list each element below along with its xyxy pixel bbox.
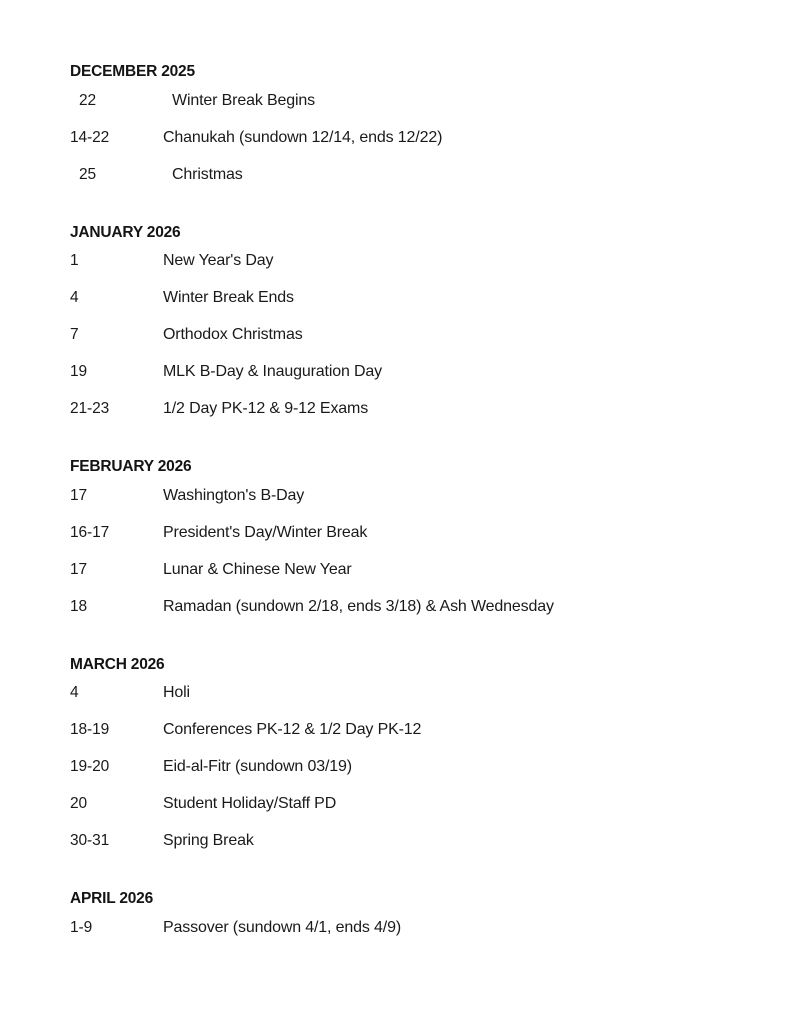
event-row <box>70 599 731 636</box>
event-label: New Year's Day <box>163 252 274 269</box>
event-date: 18 <box>70 597 88 615</box>
event-date: 20 <box>70 795 88 812</box>
event-row <box>70 685 731 722</box>
event-label: Eid-al-Fitr (sundown 03/19) <box>163 758 352 775</box>
event-date: 19 <box>70 363 88 380</box>
month-heading: DECEMBER 2025 <box>70 63 195 80</box>
month-heading: APRIL 2026 <box>70 890 154 907</box>
event-row <box>70 167 731 204</box>
event-label: Lunar & Chinese New Year <box>163 560 352 578</box>
event-date: 18-19 <box>70 721 110 738</box>
event-label: Holi <box>163 684 190 701</box>
event-row <box>70 488 731 525</box>
event-label: 1/2 Day PK-12 & 9-12 Exams <box>163 400 369 417</box>
event-date: 1-9 <box>70 918 93 936</box>
event-date: 4 <box>70 289 79 306</box>
event-label: Winter Break Begins <box>172 91 315 109</box>
event-label: Chanukah (sundown 12/14, ends 12/22) <box>163 128 443 146</box>
event-label: MLK B-Day & Inauguration Day <box>163 363 383 380</box>
event-date: 1 <box>70 252 79 269</box>
event-date: 25 <box>79 165 97 183</box>
month-block <box>70 64 731 204</box>
event-row <box>70 327 731 364</box>
event-label: Passover (sundown 4/1, ends 4/9) <box>163 918 402 936</box>
event-date: 17 <box>70 560 88 578</box>
event-label: Spring Break <box>163 832 254 849</box>
event-date: 14-22 <box>70 128 110 146</box>
event-row <box>70 93 731 130</box>
event-row <box>70 833 731 870</box>
month-block <box>70 438 731 636</box>
event-date: 19-20 <box>70 758 110 775</box>
event-date: 16-17 <box>70 523 110 541</box>
event-label: Conferences PK-12 & 1/2 Day PK-12 <box>163 721 422 738</box>
event-row <box>70 290 731 327</box>
event-date: 21-23 <box>70 400 110 417</box>
event-date: 22 <box>79 91 97 109</box>
month-block <box>70 636 731 871</box>
month-block <box>70 204 731 439</box>
event-date: 17 <box>70 486 88 504</box>
event-label: Student Holiday/Staff PD <box>163 795 337 812</box>
event-row <box>70 130 731 167</box>
event-label: Ramadan (sundown 2/18, ends 3/18) & Ash Wednesday <box>163 597 554 615</box>
event-label: President's Day/Winter Break <box>163 523 368 541</box>
month-block <box>70 870 731 957</box>
event-date: 4 <box>70 684 79 701</box>
month-heading: FEBRUARY 2026 <box>70 458 192 475</box>
event-row <box>70 401 731 438</box>
event-row <box>70 525 731 562</box>
event-row <box>70 364 731 401</box>
event-label: Orthodox Christmas <box>163 326 303 343</box>
event-row <box>70 722 731 759</box>
month-heading: JANUARY 2026 <box>70 223 181 241</box>
month-heading: MARCH 2026 <box>70 655 165 673</box>
event-label: Washington's B-Day <box>163 486 305 504</box>
calendar-list <box>70 64 731 957</box>
event-date: 7 <box>70 326 79 343</box>
event-label: Christmas <box>172 165 243 183</box>
event-row <box>70 759 731 796</box>
event-row <box>70 562 731 599</box>
event-date: 30-31 <box>70 832 110 849</box>
event-row <box>70 253 731 290</box>
event-row <box>70 796 731 833</box>
event-row <box>70 920 731 957</box>
event-label: Winter Break Ends <box>163 289 294 306</box>
